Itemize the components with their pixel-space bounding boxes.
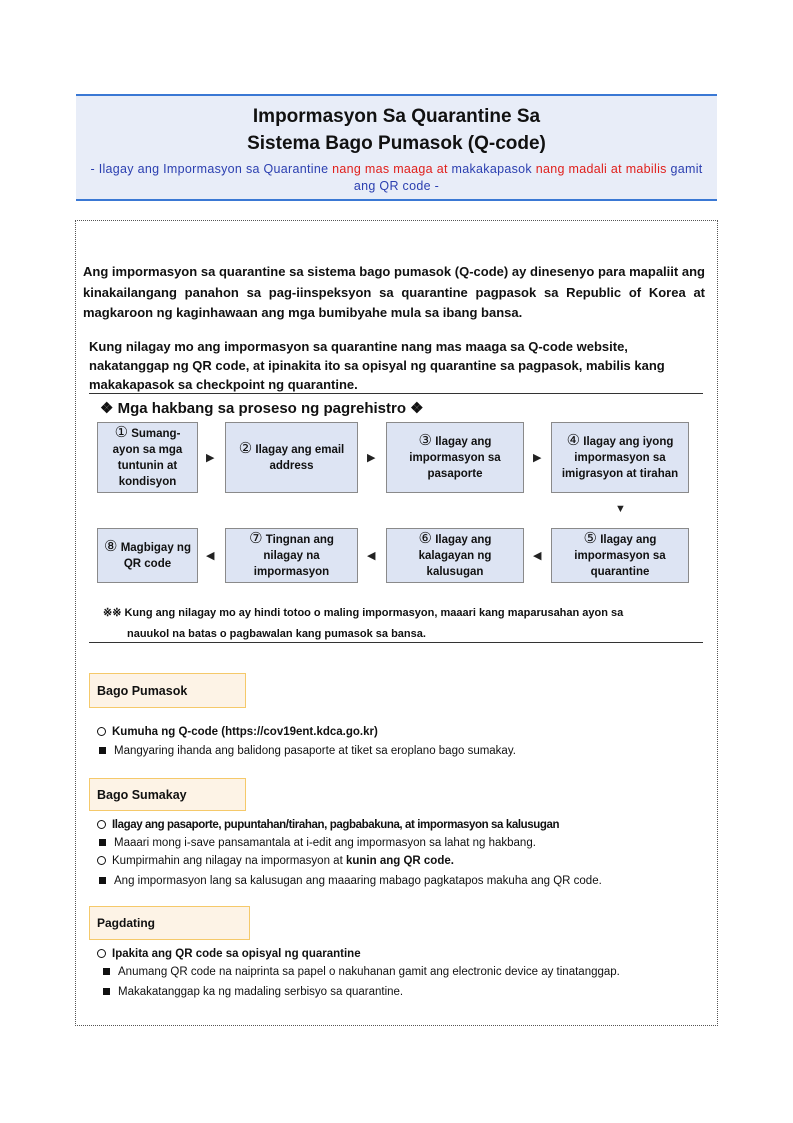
step-3: ③ Ilagay ang impormasyon sa pasaporte — [386, 422, 524, 493]
step-4: ④ Ilagay ang iyong impormasyon sa imigrasyon at tirahan — [551, 422, 689, 493]
step-2: ② Ilagay ang email address — [225, 422, 358, 493]
arrow-left-icon: ◀ — [206, 550, 215, 562]
square-bullet-icon — [103, 988, 110, 995]
square-bullet-icon — [99, 839, 106, 846]
divider — [89, 393, 703, 394]
square-bullet-icon — [103, 968, 110, 975]
list-item: Mangyaring ihanda ang balidong pasaporte at tiket sa eroplano bago sumakay. — [99, 743, 516, 759]
warning-note: ※※ Kung ang nilagay mo ay hindi totoo o maling impormasyon, maaari kang maparusahan ayon sa nauukol na batas o pagbawalan kang pumasok sa bansa. — [103, 607, 624, 640]
circle-bullet-icon — [97, 820, 106, 829]
square-bullet-icon — [99, 747, 106, 754]
section-label-before-entry: Bago Pumasok — [89, 673, 246, 708]
step-5: ⑤ Ilagay ang impormasyon sa quarantine — [551, 528, 689, 583]
step-8: ⑧ Magbigay ng QR code — [97, 528, 198, 583]
list-item: Kumpirmahin ang nilagay na impormasyon at kunin ang QR code. — [97, 853, 454, 869]
list-item: Kumuha ng Q-code (https://cov19ent.kdca.go.kr) — [97, 724, 378, 740]
arrow-left-icon: ◀ — [367, 550, 376, 562]
divider — [89, 642, 703, 643]
section-label-before-boarding: Bago Sumakay — [89, 778, 246, 811]
page-title: Impormasyon Sa Quarantine Sa Sistema Bago Pumasok (Q-code) — [247, 106, 546, 154]
arrow-right-icon: ▶ — [206, 452, 215, 464]
instruction-paragraph: Kung nilagay mo ang impormasyon sa quarantine nang mas maaga sa Q-code website, nakatanggap ng QR code, at ipinakita ito sa opisyal ng quarantine sa pagpasok, mabilis kang makakapasok sa checkpoint ng quarantine. — [89, 339, 665, 392]
step-6: ⑥ Ilagay ang kalagayan ng kalusugan — [386, 528, 524, 583]
list-item: Ipakita ang QR code sa opisyal ng quarantine — [97, 946, 361, 962]
step-7: ⑦ Tingnan ang nilagay na impormasyon — [225, 528, 358, 583]
list-item: Ang impormasyon lang sa kalusugan ang maaaring mabago pagkatapos makuha ang QR code. — [99, 873, 602, 889]
circle-bullet-icon — [97, 856, 106, 865]
arrow-down-icon: ▼ — [615, 503, 626, 515]
intro-paragraph: Ang impormasyon sa quarantine sa sistema bago pumasok (Q-code) ay dinesenyo para mapaliit ang kinakailangang panahon sa pag-iinspeksyon sa quarantine pagpasok sa Republic of Korea at magkaroon ng kaginhawaan ang mga bumibyahe mula sa ibang bansa. — [83, 264, 705, 320]
header-banner — [76, 94, 717, 201]
section-label-arrival: Pagdating — [89, 906, 250, 940]
list-item: Ilagay ang pasaporte, pupuntahan/tirahan, pagbabakuna, at impormasyon sa kalusugan — [97, 817, 559, 833]
step-1: ① Sumang-ayon sa mga tuntunin at kondisyon — [97, 422, 198, 493]
list-item: Makakatanggap ka ng madaling serbisyo sa quarantine. — [103, 984, 403, 1000]
list-item: Maaari mong i-save pansamantala at i-edit ang impormasyon sa lahat ng hakbang. — [99, 835, 536, 851]
arrow-right-icon: ▶ — [533, 452, 542, 464]
page-subtitle: - Ilagay ang Impormasyon sa Quarantine nang mas maaga at makakapasok nang madali at mabilis gamit ang QR code - — [90, 162, 703, 193]
steps-heading: ❖ Mga hakbang sa proseso ng pagrehistro ❖ — [100, 400, 424, 417]
circle-bullet-icon — [97, 727, 106, 736]
arrow-right-icon: ▶ — [367, 452, 376, 464]
circle-bullet-icon — [97, 949, 106, 958]
list-item: Anumang QR code na naiprinta sa papel o nakuhanan gamit ang electronic device ay tinatanggap. — [103, 964, 620, 980]
square-bullet-icon — [99, 877, 106, 884]
arrow-left-icon: ◀ — [533, 550, 542, 562]
